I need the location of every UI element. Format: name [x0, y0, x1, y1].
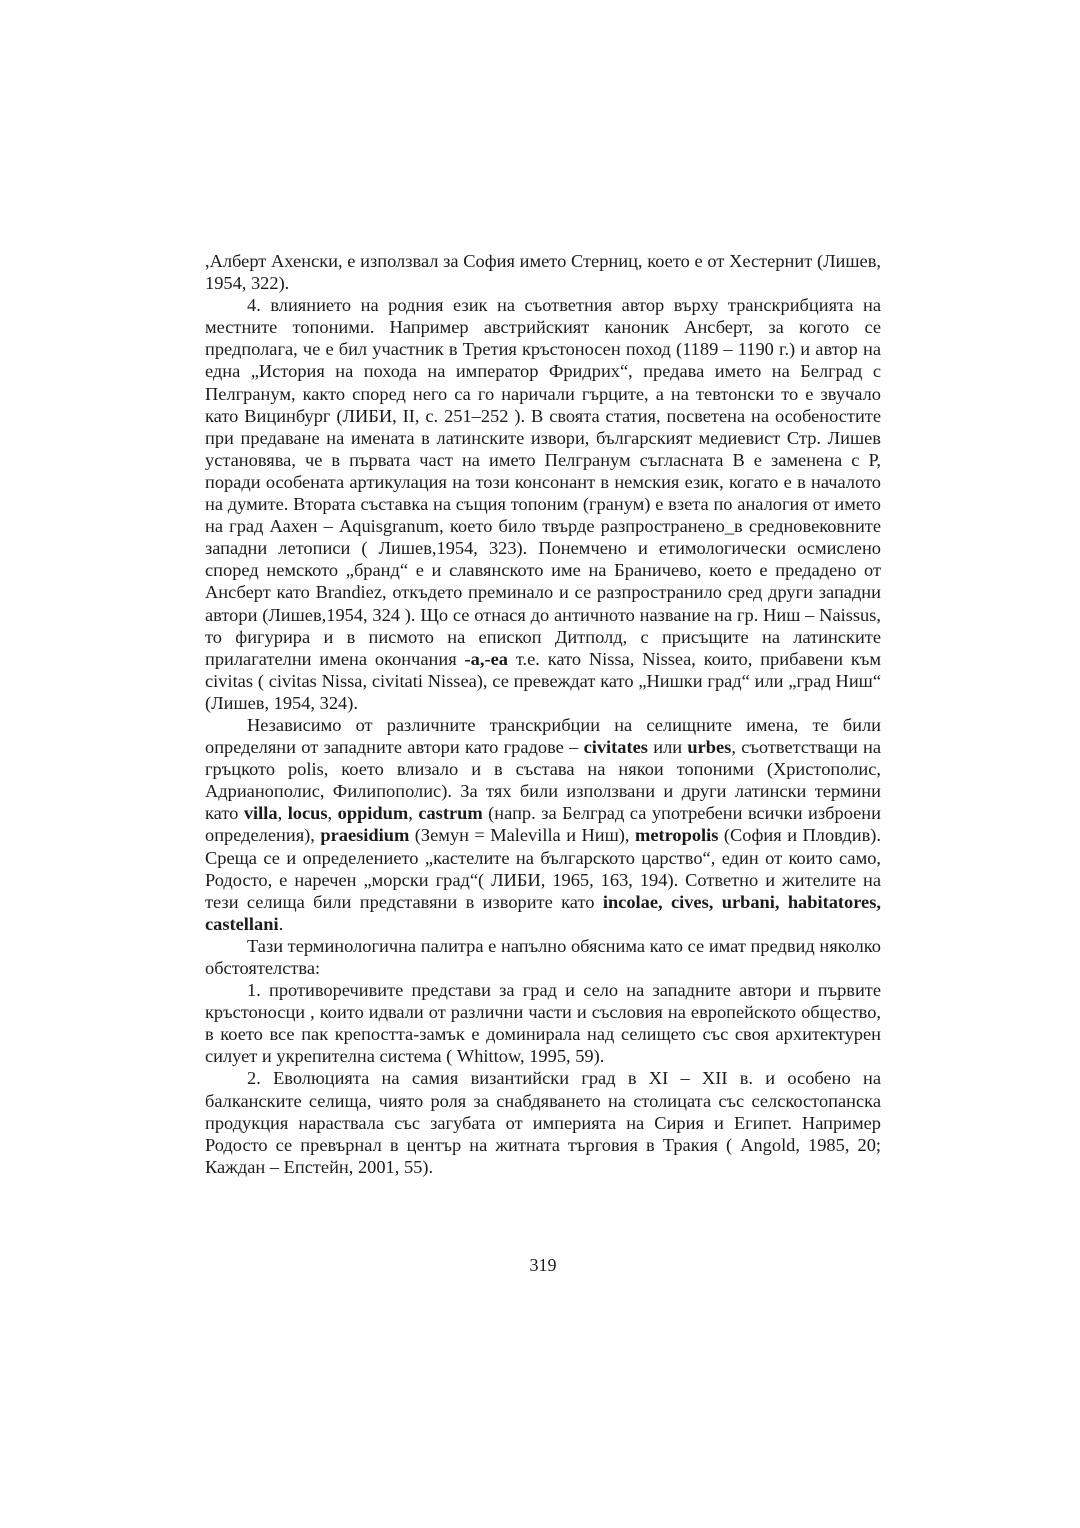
bold-text-run: incolae, cives, urbani, habitatores, castellani	[205, 891, 881, 934]
paragraph	[205, 1067, 881, 1177]
text-run: 2. Еволюцията на самия византийски град в XI – XII в. и особено на балканските селища, чиято роля за снабдяването на столицата със селскостопанска продукция нараствала със загубата от империята на Сирия и Египет. Например Родосто се превърнал в център на житната търговия в Тракия ( Angold, 1985, 20; Каждан – Епстейн, 2001, 55).	[205, 1068, 881, 1177]
bold-text-run: locus	[287, 803, 328, 824]
text-run: ,	[277, 803, 288, 824]
text-run: Тази терминологична палитра е напълно обяснима като се имат предвид няколко обстоятелства:	[205, 935, 881, 978]
text-run: Независимо от различните транскрибции на селищните имена, те били определяни от западните автори като градове –	[205, 714, 881, 758]
text-run: (Земун = Malevilla и Ниш),	[409, 825, 635, 846]
bold-text-run: praesidium	[320, 825, 410, 846]
paragraph	[205, 250, 881, 294]
bold-text-run: urbes	[687, 737, 732, 758]
body-text	[205, 250, 881, 1178]
paragraph	[205, 294, 881, 714]
text-run: (напр. за Белград са употребени всички изброени определения),	[205, 803, 881, 846]
bold-text-run: -a,-ea	[464, 648, 508, 669]
bold-text-run: villa	[243, 803, 278, 824]
text-run: (София и Пловдив). Среща се и определението „кастелите на българското царство“, един от които само, Родосто, е наречен „морски град“( ЛИБИ, 1965, 163, 194). Сответно и жителите на тези селища били представяни в изворите като	[205, 825, 881, 912]
bold-text-run: oppidum	[337, 803, 409, 824]
text-run: 1. противоречивите представи за град и село на западните автори и първите кръстоносци , които идвали от различни части и съсловия на европейското общество, в което все пак крепостта-замък е доминирала над селището със своя архитектурен силует и укрепителна система ( Whittow, 1995, 59).	[205, 980, 881, 1067]
paragraph	[205, 935, 881, 979]
bold-text-run: civitates	[583, 737, 648, 758]
bold-text-run: metropolis	[635, 825, 719, 846]
text-run: ,	[327, 803, 338, 824]
text-run: ,Алберт Ахенски, е използвал за София името Стерниц, което е от Хестернит (Лишев, 1954, 322).	[205, 251, 881, 294]
text-run: .	[278, 913, 284, 934]
text-run: ,	[408, 803, 419, 824]
text-run: 4. влиянието на родния език на съответния автор върху транскрибцията на местните топоними. Например австрийският каноник Ансберт, за когото се предполага, че е бил участник в Третия кръстоносен поход (1189 – 1190 г.) и автор на една „История на похода на император Фридрих“, предава името на Белград с Пелгранум, както според него са го наричали гърците, а на тевтонски то е звучало като Вицинбург (ЛИБИ, II, с. 251–252 ). В своята статия, посветена на особеностите при предаване на имената в латинските извори, българският медиевист Стр. Лишев установява, че в първата част на името Пелгранум съгласната В е заменена с Р, поради особената артикулация на този консонант в немския език, когато е в началото на думите. Втората съставка на същия топоним (гранум) е взета по аналогия от името на град Аахен – Aquisgranum, което било твърде разпространено_в средновековните западни летописи ( Лишев,1954, 323). Понемчено и етимологически осмислено според немското „бранд“ е и славянското име на Браничево, което е предадено от Ансберт като Brandiez, откъдето преминало и се разпространило сред други западни автори (Лишев,1954, 324 ). Що се отнася до античното название на гр. Ниш – Naissus, то фигурира и в писмото на епископ Дитполд, с присъщите на латинските прилагателни имена окончания	[205, 295, 881, 669]
page-number: 319	[529, 1255, 557, 1275]
bold-text-run: castrum	[418, 803, 483, 824]
text-run: или	[647, 737, 688, 758]
paragraph	[205, 714, 881, 935]
paragraph	[205, 979, 881, 1067]
text-run: , съответстващи на гръцкото polis, което влизало и в състава на някои топоними (Христополис, Адрианополис, Филипополис). За тях били използвани и други латински термини като	[205, 737, 881, 824]
text-run: т.е. като Nissa, Nissea, които, прибавени към civitas ( civitas Nissa, civitati Nissea), се превеждат като „Нишки град“ или „град Ниш“ (Лишев, 1954, 324).	[205, 648, 881, 713]
